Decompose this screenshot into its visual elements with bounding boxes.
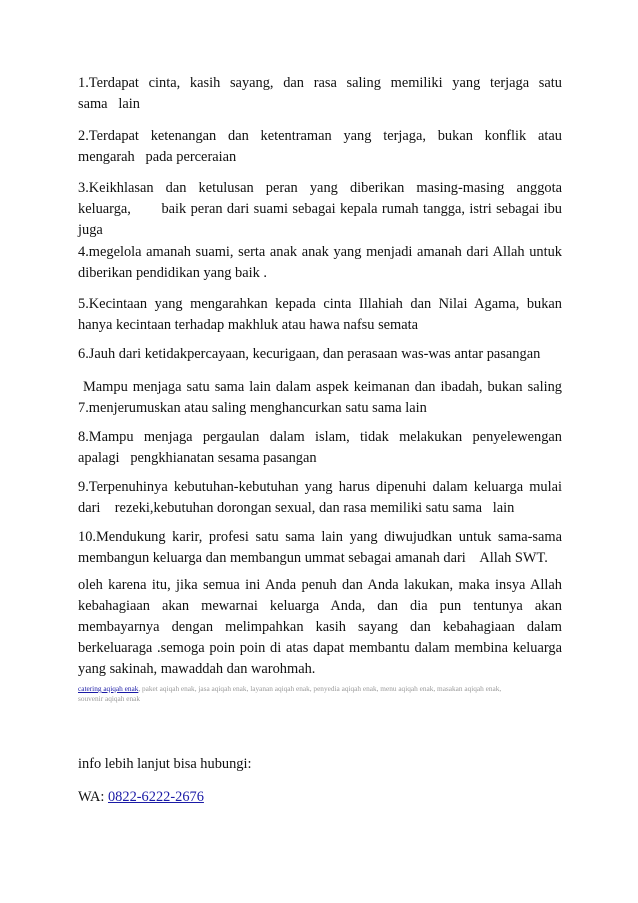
paragraph-8 <box>78 427 562 469</box>
paragraph-line: juga <box>78 222 103 238</box>
paragraph-line: 4.megelola amanah suami, serta anak anak yang menjadi amanah dari Allah untuk <box>78 244 562 260</box>
paragraph-line: 3.Keikhlasan dan ketulusan peran yang diberikan masing-masing anggota <box>78 180 562 196</box>
paragraph-line: mengarah pada perceraian <box>78 149 237 165</box>
keyword-list-continued: souvenir aqiqah enak <box>78 694 141 703</box>
whatsapp-contact <box>78 787 204 808</box>
paragraph-4 <box>78 242 562 284</box>
paragraph-10 <box>78 527 562 569</box>
paragraph-line: 8.Mampu menjaga pergaulan dalam islam, tidak melakukan penyelewengan <box>78 429 562 445</box>
paragraph-line: yang sakinah, mawaddah dan warohmah. <box>78 661 316 677</box>
paragraph-3 <box>78 178 562 241</box>
paragraph-line: 7.menjerumuskan atau saling menghancurkan satu sama lain <box>78 400 427 416</box>
paragraph-line: sama lain <box>78 96 140 112</box>
paragraph-line: 6.Jauh dari ketidakpercayaan, kecurigaan, dan perasaan was-was antar pasangan <box>78 346 541 362</box>
paragraph-line: 1.Terdapat cinta, kasih sayang, dan rasa saling memiliki yang terjaga satu <box>78 75 562 91</box>
paragraph-5 <box>78 294 562 336</box>
paragraph-line: keluarga, baik peran dari suami sebagai kepala rumah tangga, istri sebagai ibu <box>78 201 562 217</box>
paragraph-line: hanya kecintaan terhadap makhluk atau hawa nafsu semata <box>78 317 419 333</box>
contact-info-text: info lebih lanjut bisa hubungi: <box>78 756 252 772</box>
paragraph-7 <box>78 377 562 419</box>
paragraph-6 <box>78 344 562 365</box>
contact-info <box>78 754 251 775</box>
paragraph-line: oleh karena itu, jika semua ini Anda penuh dan Anda lakukan, maka insya Allah <box>78 577 562 593</box>
paragraph-line: Mampu menjaga satu sama lain dalam aspek keimanan dan ibadah, bukan saling <box>78 379 562 395</box>
paragraph-9 <box>78 477 562 519</box>
whatsapp-number-link[interactable]: 0822-6222-2676 <box>107 789 204 805</box>
paragraph-line: membangun keluarga dan membangun ummat sebagai amanah dari Allah SWT. <box>78 550 548 566</box>
paragraph-line: dari rezeki,kebutuhan dorongan sexual, dan rasa memiliki satu sama lain <box>78 500 515 516</box>
paragraph-line: membayarnya dengan melimpahkan kasih sayang dan kebahagiaan dalam <box>78 619 562 635</box>
keyword-links <box>78 684 558 704</box>
closing-paragraph <box>78 575 562 680</box>
keyword-list: , paket aqiqah enak, jasa aqiqah enak, layanan aqiqah enak, penyedia aqiqah enak, menu aqiqah enak, masakan aqiqah enak, <box>138 684 502 693</box>
paragraph-line: 2.Terdapat ketenangan dan ketentraman yang terjaga, bukan konflik atau <box>78 128 562 144</box>
paragraph-line: 9.Terpenuhinya kebutuhan-kebutuhan yang harus dipenuhi dalam keluarga mulai <box>78 479 562 495</box>
paragraph-line: 5.Kecintaan yang mengarahkan kepada cinta Illahiah dan Nilai Agama, bukan <box>78 296 562 312</box>
paragraph-line: 10.Mendukung karir, profesi satu sama lain yang diwujudkan untuk sama-sama <box>78 529 562 545</box>
paragraph-line: apalagi pengkhianatan sesama pasangan <box>78 450 317 466</box>
whatsapp-label: WA: <box>78 789 108 805</box>
catering-aqiqah-link[interactable]: catering aqiqah enak <box>78 684 139 693</box>
paragraph-line: diberikan pendidikan yang baik . <box>78 265 268 281</box>
paragraph-2 <box>78 126 562 168</box>
paragraph-line: kebahagiaan akan mewarnai keluarga Anda, dan dia pun tentunya akan <box>78 598 562 614</box>
paragraph-1 <box>78 73 562 115</box>
paragraph-line: berkeluaraga .semoga poin poin di atas dapat membantu dalam membina keluarga <box>78 640 562 656</box>
